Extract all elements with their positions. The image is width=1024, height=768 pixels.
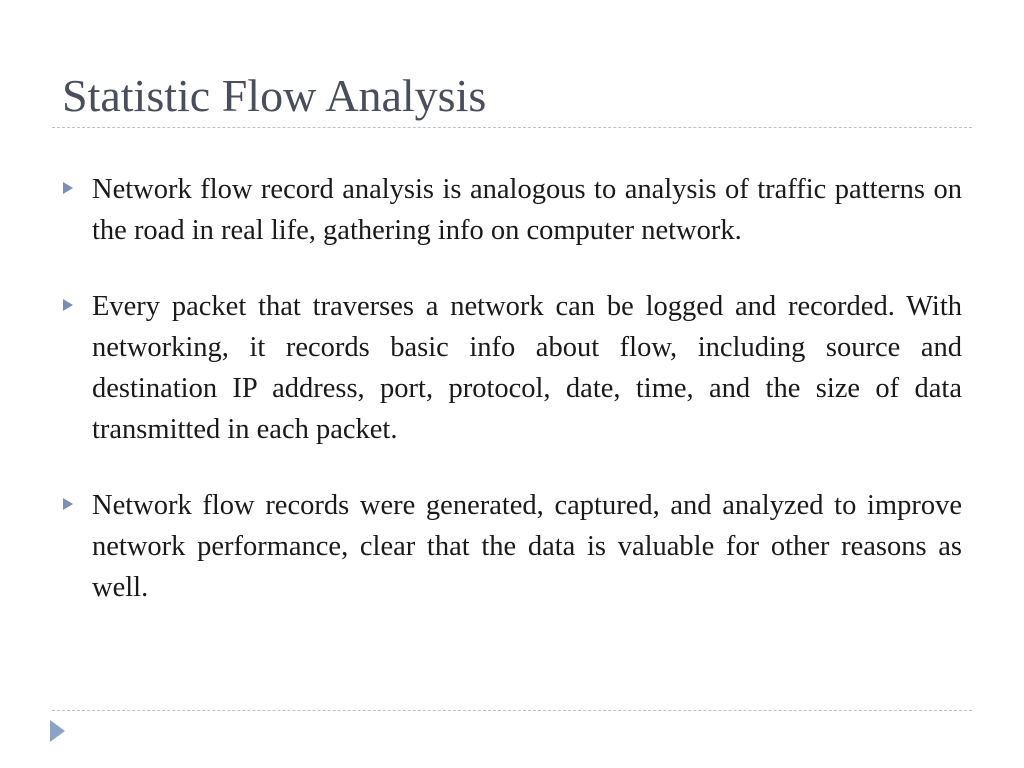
list-item bbox=[62, 286, 962, 450]
slide-title: Statistic Flow Analysis bbox=[62, 70, 487, 121]
footer-divider bbox=[52, 710, 972, 711]
next-slide-arrow-icon[interactable] bbox=[50, 720, 65, 742]
triangle-bullet-icon bbox=[63, 498, 73, 510]
bullet-text: Network flow record analysis is analogous to analysis of traffic patterns on the road in real life, gathering info on computer network. bbox=[92, 174, 962, 246]
title-divider bbox=[52, 127, 972, 128]
list-item bbox=[62, 169, 962, 251]
bullet-list bbox=[62, 169, 962, 643]
list-item bbox=[62, 485, 962, 608]
bullet-text: Network flow records were generated, captured, and analyzed to improve network performance, clear that the data is valuable for other reasons as well. bbox=[92, 490, 962, 603]
triangle-bullet-icon bbox=[63, 182, 73, 194]
bullet-text: Every packet that traverses a network can be logged and recorded. With networking, it records basic info about flow, including source and destination IP address, port, protocol, date, time, and the size of data transmitted in each packet. bbox=[92, 291, 962, 445]
triangle-bullet-icon bbox=[63, 299, 73, 311]
